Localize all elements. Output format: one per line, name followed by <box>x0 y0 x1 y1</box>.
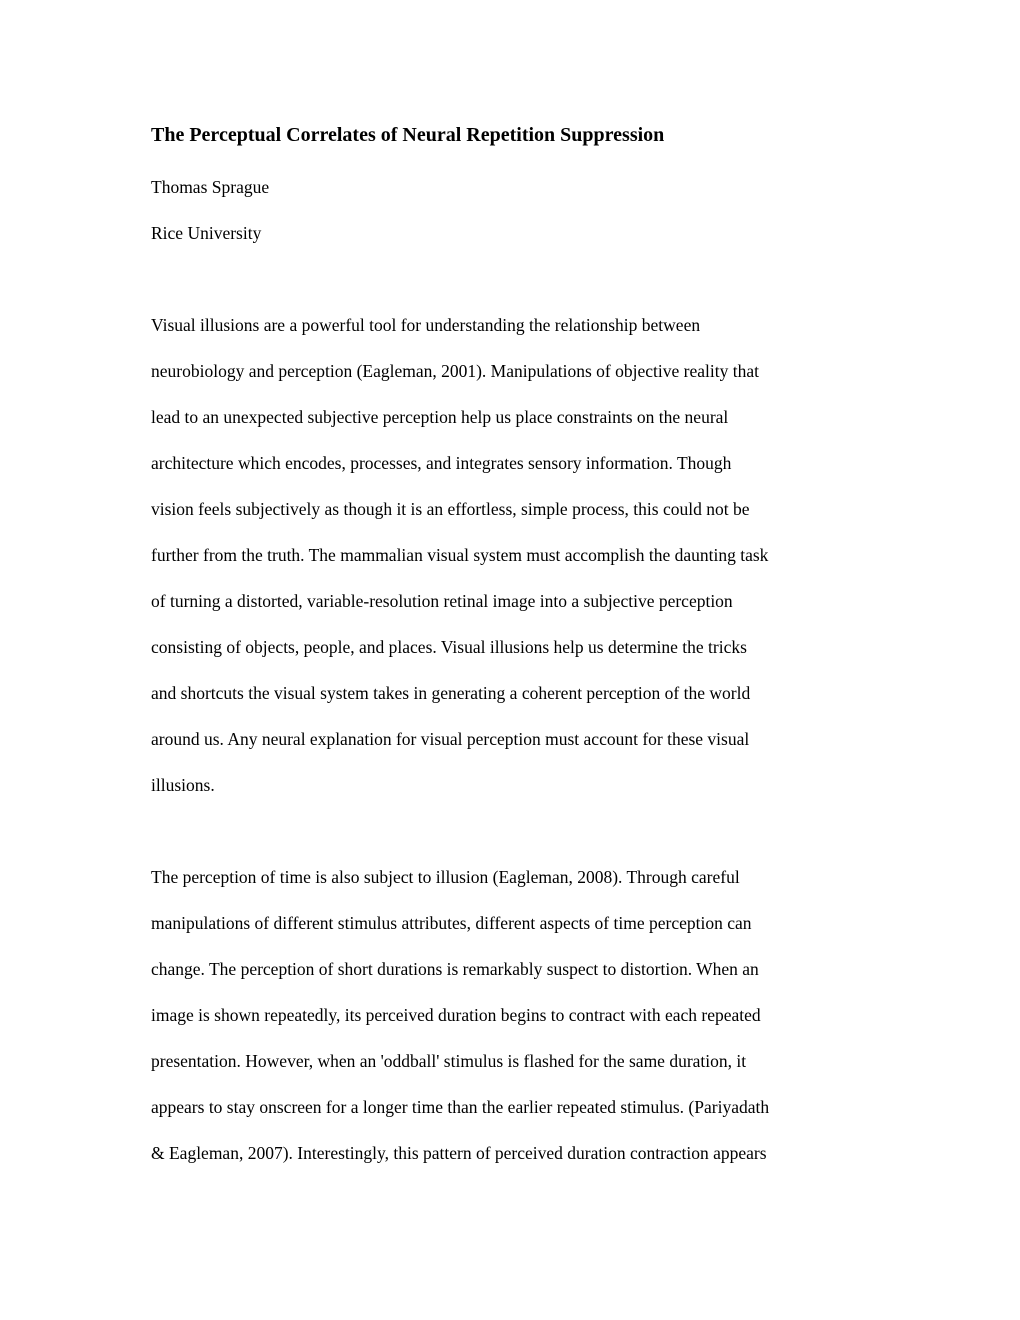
paragraph-line: vision feels subjectively as though it is an effortless, simple process, this could not be <box>151 499 750 519</box>
paragraph-line: image is shown repeatedly, its perceived duration begins to contract with each repeated <box>151 1005 761 1025</box>
paragraph-line: lead to an unexpected subjective perception help us place constraints on the neural <box>151 407 729 427</box>
paragraph-line: appears to stay onscreen for a longer time than the earlier repeated stimulus. (Pariyadath <box>151 1097 770 1117</box>
paragraph-line: The perception of time is also subject to illusion (Eagleman, 2008). Through careful <box>151 867 740 887</box>
paragraph-line: Visual illusions are a powerful tool for understanding the relationship between <box>151 315 701 335</box>
paragraph-line: further from the truth. The mammalian visual system must accomplish the daunting task <box>151 545 769 565</box>
paragraph-line: consisting of objects, people, and places. Visual illusions help us determine the tricks <box>151 637 747 657</box>
paragraph-line: manipulations of different stimulus attributes, different aspects of time perception can <box>151 913 752 933</box>
paragraph-line: change. The perception of short durations is remarkably suspect to distortion. When an <box>151 959 759 979</box>
paragraph-line: around us. Any neural explanation for visual perception must account for these visual <box>151 729 750 749</box>
paragraph-line: architecture which encodes, processes, and integrates sensory information. Though <box>151 453 732 473</box>
author-affiliation: Rice University <box>151 223 262 243</box>
paragraph-1 <box>151 312 881 818</box>
paragraph-line: and shortcuts the visual system takes in generating a coherent perception of the world <box>151 683 751 703</box>
paragraph-line: & Eagleman, 2007). Interestingly, this pattern of perceived duration contraction appears <box>151 1143 767 1163</box>
paragraph-2 <box>151 864 881 1186</box>
paragraph-line: presentation. However, when an 'oddball' stimulus is flashed for the same duration, it <box>151 1051 747 1071</box>
document-title: The Perceptual Correlates of Neural Repetition Suppression <box>151 124 665 146</box>
paragraph-line: illusions. <box>151 775 215 795</box>
author-name: Thomas Sprague <box>151 177 270 197</box>
paragraph-line: of turning a distorted, variable-resolution retinal image into a subjective perception <box>151 591 733 611</box>
paragraph-line: neurobiology and perception (Eagleman, 2001). Manipulations of objective reality that <box>151 361 759 381</box>
